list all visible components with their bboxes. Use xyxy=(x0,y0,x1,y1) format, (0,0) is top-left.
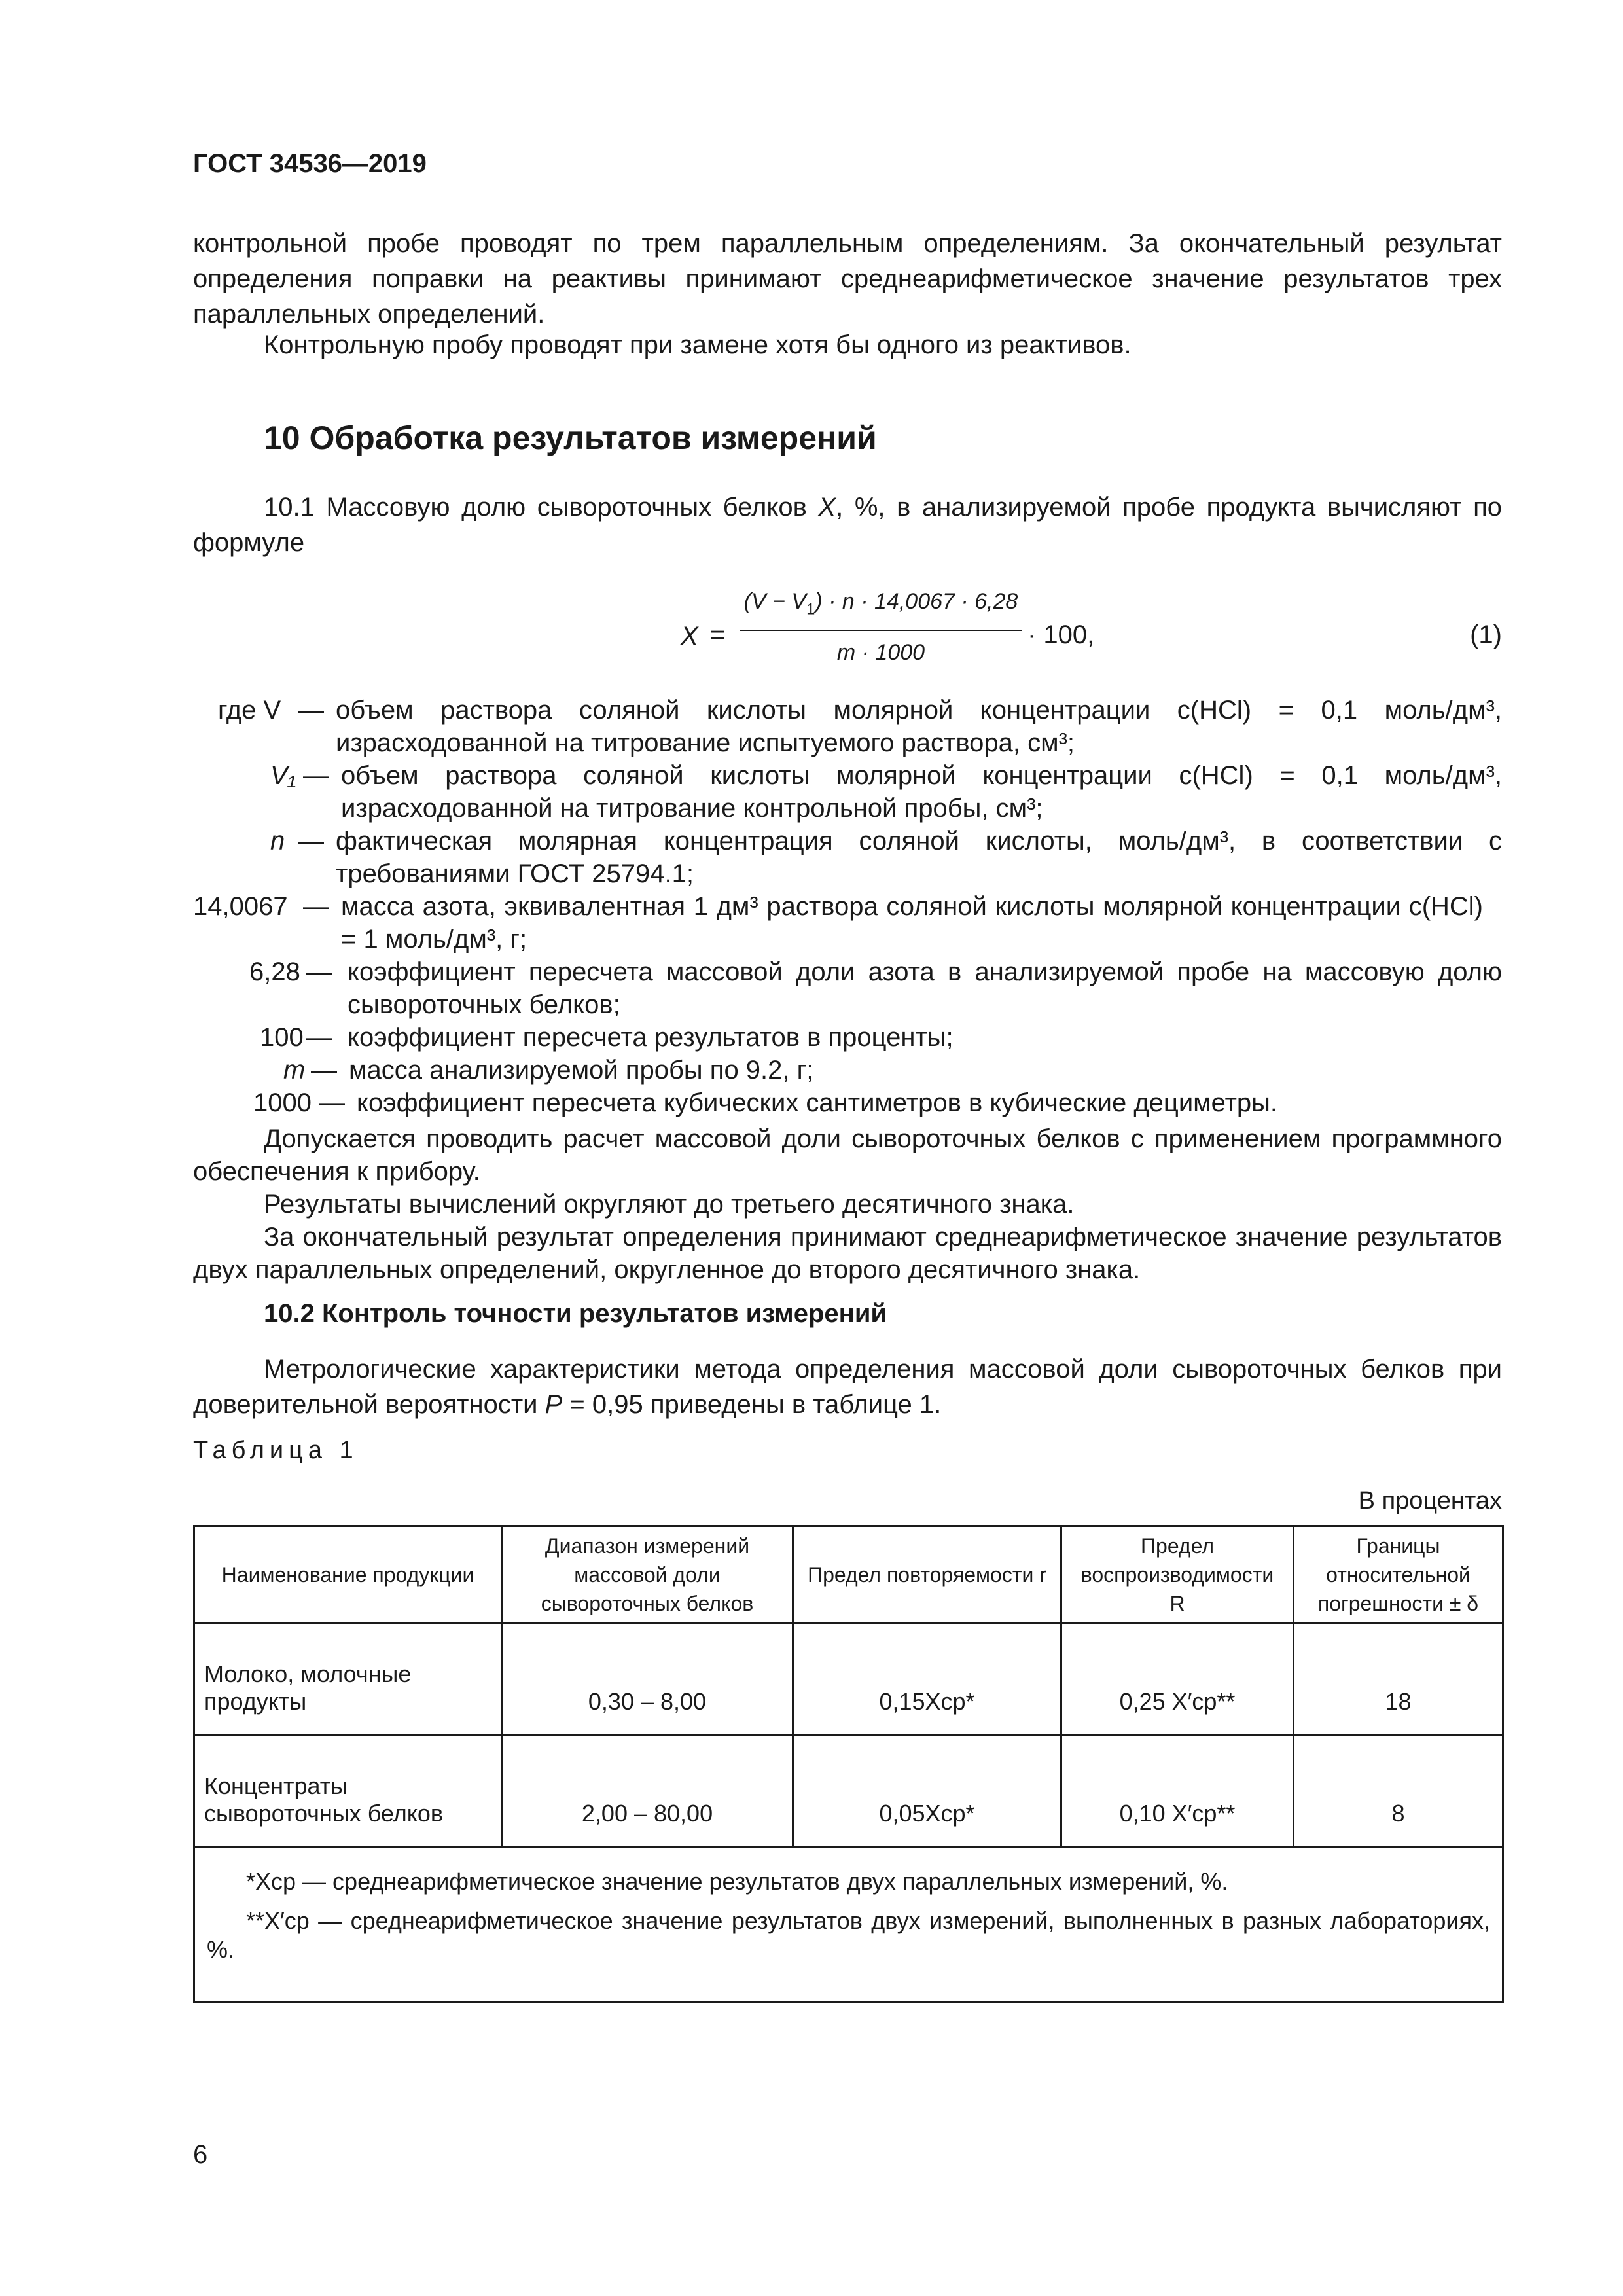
definition-text: фактическая молярная концентрация соляной кислоты, моль/дм³, в соответствии с требованиями ГОСТ 25794.1; xyxy=(336,827,1502,888)
cell-reproducibility: 0,10 X′ср** xyxy=(1061,1735,1294,1847)
definition-symbol: где V xyxy=(218,696,281,725)
after-paragraph-3: За окончательный результат определения принимают среднеарифметическое значение результатов двух параллельных определений, округленное до второго десятичного знака. xyxy=(193,1223,1502,1284)
definition-symbol: 6,28 xyxy=(249,958,300,986)
definition-text: коэффициент пересчета результатов в проценты; xyxy=(348,1023,954,1052)
definition-item xyxy=(193,890,1502,956)
definitions-list xyxy=(193,694,1502,1119)
definition-text: объем раствора соляной кислоты молярной концентрации c(HCl) = 0,1 моль/дм³, израсходованной на титрование испытуемого раствора, см³; xyxy=(336,696,1502,757)
definition-text: коэффициент пересчета массовой доли азота в анализируемой пробе на массовую долю сывороточных белков; xyxy=(348,958,1502,1019)
table-header-row xyxy=(194,1526,1503,1623)
definition-dash: — xyxy=(303,761,329,790)
document-header: ГОСТ 34536—2019 xyxy=(193,149,427,178)
definition-dash: — xyxy=(298,696,324,725)
section-title: 10 Обработка результатов измерений xyxy=(264,420,877,456)
formula-denominator: m · 1000 xyxy=(836,640,925,665)
formula-equals: = xyxy=(710,620,726,649)
formula-multiplier: · 100, xyxy=(1027,620,1095,649)
table-notes xyxy=(194,1847,1503,2003)
header-reproducibility: Предел воспроизводимости R xyxy=(1061,1526,1294,1623)
definition-item xyxy=(193,1021,1502,1054)
table-caption: Таблица 1 xyxy=(193,1437,359,1464)
cell-repeatability: 0,15Xср* xyxy=(793,1623,1061,1735)
section-p-var: X xyxy=(818,493,836,522)
page-number: 6 xyxy=(193,2140,208,2169)
definition-item xyxy=(193,1086,1502,1119)
definition-symbol: 14,0067 xyxy=(193,892,288,921)
definition-text: масса анализируемой пробы по 9.2, г; xyxy=(349,1056,814,1085)
table-notes-row xyxy=(194,1847,1503,2003)
formula-numerator xyxy=(740,589,1022,619)
metrology-table xyxy=(193,1525,1504,2003)
cell-error-bound: 8 xyxy=(1294,1735,1503,1847)
definition-dash: — xyxy=(319,1088,345,1117)
cell-error-bound: 18 xyxy=(1294,1623,1503,1735)
definition-dash: — xyxy=(306,958,332,986)
cell-product: Концентраты сывороточных белков xyxy=(194,1735,502,1847)
definition-item xyxy=(193,825,1502,890)
cell-range: 2,00 – 80,00 xyxy=(502,1735,793,1847)
header-product: Наименование продукции xyxy=(194,1526,502,1623)
definition-dash: — xyxy=(303,892,329,921)
header-range: Диапазон измерений массовой доли сывороточных белков xyxy=(502,1526,793,1623)
table-note: *Xср — среднеарифметическое значение результатов двух параллельных измерений, %. xyxy=(246,1868,1228,1895)
definition-item xyxy=(193,1054,1502,1086)
definition-dash: — xyxy=(306,1023,332,1052)
subsection-p-before: Метрологические характеристики метода определения массовой доли сывороточных белков при доверительной вероятности xyxy=(193,1355,1502,1419)
definition-symbol: V₁ xyxy=(270,761,296,790)
definition-item xyxy=(193,694,1502,759)
intro-paragraph-1: контрольной пробе проводят по трем параллельным определениям. За окончательный результат определения поправки на реактивы принимают среднеарифметическое значение результатов трех параллельных определений. xyxy=(193,229,1502,329)
intro-paragraph-2: Контрольную пробу проводят при замене хотя бы одного из реактивов. xyxy=(264,331,1132,359)
definition-item xyxy=(193,956,1502,1021)
subsection-paragraph xyxy=(193,1352,1502,1422)
table-unit: В процентах xyxy=(1358,1487,1502,1515)
after-paragraph-1: Допускается проводить расчет массовой доли сывороточных белков с применением программного обеспечения к прибору. xyxy=(193,1124,1502,1186)
header-repeatability: Предел повторяемости r xyxy=(793,1526,1061,1623)
formula-1 xyxy=(193,589,1502,681)
table-row xyxy=(194,1735,1503,1847)
definition-text: масса азота, эквивалентная 1 дм³ раствора соляной кислоты молярной концентрации c(HCl) = 1 моль/дм³, г; xyxy=(341,892,1483,954)
formula-number: (1) xyxy=(1470,620,1502,649)
cell-product: Молоко, молочные продукты xyxy=(194,1623,502,1735)
subsection-title: 10.2 Контроль точности результатов измерений xyxy=(264,1299,887,1328)
section-p-after: , %, в анализируемой пробе продукта вычисляют по формуле xyxy=(193,493,1502,557)
header-error-bounds: Границы относительной погрешности ± δ xyxy=(1294,1526,1503,1623)
definition-item xyxy=(193,759,1502,825)
subsection-p-var: P xyxy=(544,1390,563,1419)
definition-text: объем раствора соляной кислоты молярной концентрации c(HCl) = 0,1 моль/дм³, израсходованной на титрование контрольной пробы, см³; xyxy=(341,761,1502,823)
definition-symbol: 100 xyxy=(260,1023,304,1052)
cell-range: 0,30 – 8,00 xyxy=(502,1623,793,1735)
formula-lhs: X xyxy=(681,622,698,651)
definition-dash: — xyxy=(298,827,324,855)
table-row xyxy=(194,1623,1503,1735)
after-paragraph-2: Результаты вычислений округляют до третьего десятичного знака. xyxy=(264,1190,1075,1219)
definition-text: коэффициент пересчета кубических сантиметров в кубические дециметры. xyxy=(357,1088,1278,1117)
cell-reproducibility: 0,25 X′ср** xyxy=(1061,1623,1294,1735)
subsection-p-after: = 0,95 приведены в таблице 1. xyxy=(562,1390,942,1419)
section-paragraph xyxy=(193,490,1502,560)
formula-num-sub: 1 xyxy=(806,600,815,619)
formula-num-rest: ) · n · 14,0067 · 6,28 xyxy=(815,589,1018,614)
section-p-before: 10.1 Массовую долю сывороточных белков xyxy=(264,493,819,522)
fraction-bar xyxy=(740,630,1022,631)
cell-repeatability: 0,05Xср* xyxy=(793,1735,1061,1847)
definition-symbol: n xyxy=(270,827,285,855)
table-note: **X′ср — среднеарифметическое значение результатов двух измерений, выполненных в разных лабораториях, %. xyxy=(207,1907,1490,1963)
definition-dash: — xyxy=(311,1056,337,1085)
formula-num-open: (V − V xyxy=(743,589,807,614)
definition-symbol: m xyxy=(283,1056,306,1085)
definition-symbol: 1000 xyxy=(253,1088,312,1117)
